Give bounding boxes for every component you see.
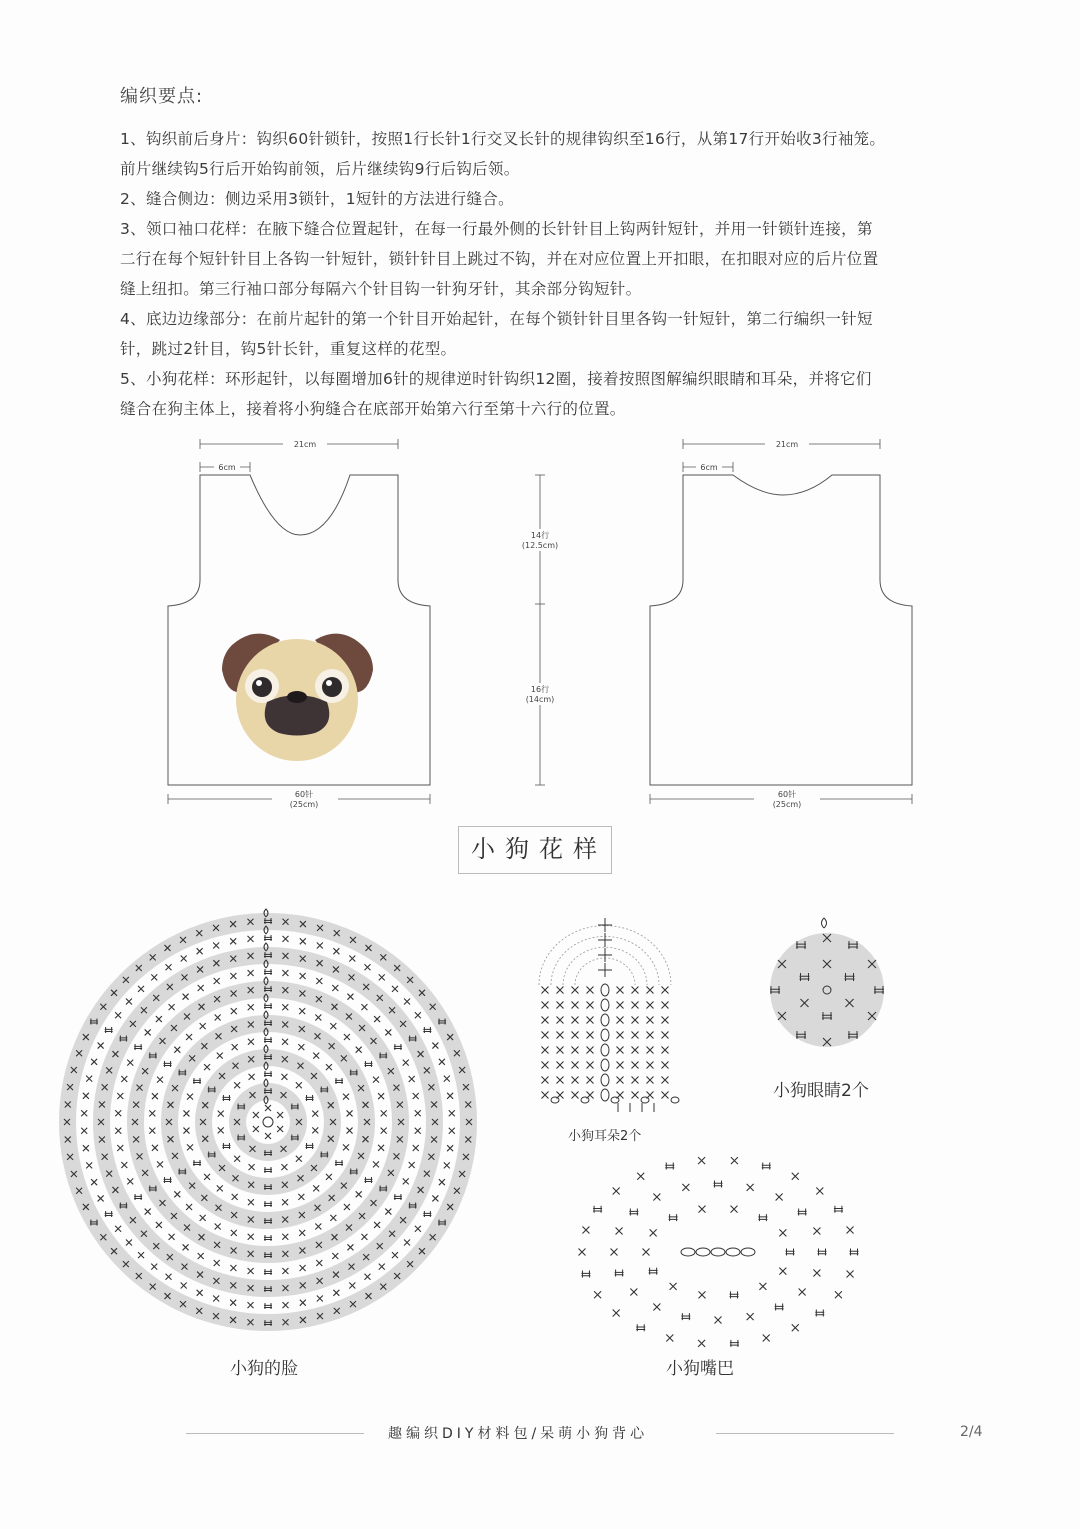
footer-divider-right — [716, 1433, 894, 1434]
single-crochet-symbol — [587, 1077, 594, 1084]
single-crochet-symbol — [572, 1017, 579, 1024]
single-crochet-symbol — [662, 1047, 669, 1054]
single-crochet-symbol — [731, 1157, 738, 1164]
face-caption: 小狗的脸 — [230, 1359, 298, 1379]
chain-stitch-symbol — [601, 984, 609, 996]
single-crochet-symbol — [542, 1047, 549, 1054]
single-crochet-symbol — [653, 1304, 660, 1311]
chain-stitch-symbol — [601, 1029, 609, 1041]
instruction-line: 针，跳过2针目，钩5针长针，重复这样的花型。 — [120, 340, 457, 358]
single-crochet-symbol — [587, 1047, 594, 1054]
single-crochet-symbol — [632, 1047, 639, 1054]
increase-stitch-symbol — [834, 1206, 843, 1213]
single-crochet-symbol — [579, 1249, 586, 1256]
double-crochet-symbol — [598, 963, 612, 977]
single-crochet-symbol — [747, 1313, 754, 1320]
single-crochet-symbol — [662, 987, 669, 994]
upper-rows-label: 14行 — [530, 531, 550, 540]
back-panel-schematic — [650, 475, 912, 785]
double-crochet-symbol — [598, 948, 612, 962]
single-crochet-symbol — [617, 1077, 624, 1084]
increase-stitch-symbol — [762, 1162, 771, 1169]
single-crochet-symbol — [587, 987, 594, 994]
eye-ring — [770, 933, 884, 1047]
single-crochet-symbol — [779, 1268, 786, 1275]
single-crochet-symbol — [542, 1032, 549, 1039]
face-ring — [246, 1100, 290, 1144]
single-crochet-symbol — [747, 1184, 754, 1191]
instruction-line: 1、钩织前后身片：钩织60针锁针，按照1行长针1行交叉长针的规律钩织至16行，从第17行开始收3行袖笼。 — [120, 130, 886, 148]
instruction-line: 缝上纽扣。第三行袖口部分每隔六个针目钩一针狗牙针，其余部分钩短针。 — [120, 280, 642, 298]
eye-crochet-chart — [770, 918, 884, 1047]
single-crochet-symbol — [572, 1077, 579, 1084]
mouth-chain-stitch — [711, 1248, 725, 1256]
single-crochet-symbol — [763, 1335, 770, 1342]
front-cm-label: (25cm) — [289, 800, 319, 809]
increase-stitch-symbol — [615, 1270, 624, 1277]
face-crochet-chart — [59, 909, 477, 1331]
increase-stitch-symbol — [636, 1324, 645, 1331]
increase-stitch-symbol — [818, 1249, 827, 1256]
single-crochet-symbol — [632, 1092, 639, 1099]
single-crochet-symbol — [611, 1249, 618, 1256]
double-crochet-symbol — [598, 933, 612, 947]
single-crochet-symbol — [632, 1032, 639, 1039]
single-crochet-symbol — [647, 1047, 654, 1054]
increase-stitch-symbol — [786, 1249, 795, 1256]
chain-stitch-symbol — [601, 999, 609, 1011]
single-crochet-symbol — [662, 1092, 669, 1099]
single-crochet-symbol — [557, 1062, 564, 1069]
back-shoulder-label: 6cm — [700, 463, 718, 472]
single-crochet-symbol — [587, 1032, 594, 1039]
single-crochet-symbol — [617, 987, 624, 994]
single-crochet-symbol — [813, 1227, 820, 1234]
increase-stitch-symbol — [681, 1313, 690, 1320]
single-crochet-symbol — [835, 1291, 842, 1298]
single-crochet-symbol — [813, 1270, 820, 1277]
increase-stitch-symbol — [730, 1291, 739, 1298]
front-shoulder-label: 6cm — [218, 463, 236, 472]
footer-divider-left — [186, 1433, 364, 1434]
instruction-line: 3、领口袖口花样：在腋下缝合位置起针，在每一行最外侧的长针针目上钩两针短针，并用一针锁针连接，第 — [120, 220, 873, 238]
single-crochet-symbol — [715, 1317, 722, 1324]
single-crochet-symbol — [759, 1283, 766, 1290]
front-stitches-label: 60针 — [294, 790, 314, 799]
pug-face-illustration — [222, 634, 373, 761]
double-crochet-symbol — [598, 918, 612, 932]
single-crochet-symbol — [542, 1077, 549, 1084]
single-crochet-symbol — [650, 1229, 657, 1236]
increase-stitch-symbol — [714, 1181, 723, 1188]
eyes-caption: 小狗眼睛2个 — [773, 1081, 869, 1101]
single-crochet-symbol — [647, 1062, 654, 1069]
mouth-caption: 小狗嘴巴 — [666, 1359, 734, 1379]
row-dimensions — [535, 475, 545, 785]
single-crochet-symbol — [542, 1002, 549, 1009]
single-crochet-symbol — [587, 1002, 594, 1009]
slip-stitch-symbol — [822, 918, 827, 928]
increase-stitch-symbol — [775, 1304, 784, 1311]
chain-stitch-symbol — [601, 1059, 609, 1071]
increase-stitch-symbol — [850, 1249, 859, 1256]
single-crochet-symbol — [617, 1002, 624, 1009]
pattern-title: 小狗花样 — [458, 826, 612, 874]
single-crochet-symbol — [617, 1032, 624, 1039]
upper-cm-label: (12.5cm) — [521, 541, 559, 550]
instruction-line: 前片继续钩5行后开始钩前领，后片继续钩9行后钩后领。 — [120, 160, 520, 178]
single-crochet-symbol — [617, 1062, 624, 1069]
increase-stitch-symbol — [629, 1209, 638, 1216]
increase-stitch-symbol — [730, 1340, 739, 1347]
single-crochet-symbol — [643, 1249, 650, 1256]
single-crochet-symbol — [557, 1032, 564, 1039]
single-crochet-symbol — [557, 1077, 564, 1084]
single-crochet-symbol — [613, 1187, 620, 1194]
footer-title: 趣编织DIY材料包/呆萌小狗背心 — [388, 1426, 649, 1442]
section-heading: 编织要点: — [120, 86, 204, 107]
single-crochet-symbol — [582, 1226, 589, 1233]
single-crochet-symbol — [542, 987, 549, 994]
increase-stitch-symbol — [649, 1268, 658, 1275]
single-crochet-symbol — [632, 1062, 639, 1069]
ear-base-stitch — [611, 1097, 619, 1103]
single-crochet-symbol — [632, 987, 639, 994]
instruction-line: 2、缝合侧边：侧边采用3锁针，1短针的方法进行缝合。 — [120, 190, 514, 208]
instruction-line: 二行在每个短针针目上各钩一针短针，锁针针目上跳过不钩，并在对应位置上开扣眼，在扣眼对应的后片位置 — [120, 250, 879, 268]
ear-crochet-chart — [539, 918, 679, 1112]
single-crochet-symbol — [557, 1002, 564, 1009]
mouth-chain-stitch — [741, 1248, 755, 1256]
instruction-line: 5、小狗花样：环形起针，以每圈增加6针的规律逆时针钩织12圈，接着按照图解编织眼睛和耳朵，并将它们 — [120, 370, 872, 388]
single-crochet-symbol — [647, 987, 654, 994]
single-crochet-symbol — [594, 1291, 601, 1298]
front-width-label: 21cm — [293, 440, 317, 449]
single-crochet-symbol — [542, 1092, 549, 1099]
single-crochet-symbol — [632, 1002, 639, 1009]
single-crochet-symbol — [847, 1271, 854, 1278]
single-crochet-symbol — [816, 1187, 823, 1194]
lower-cm-label: (14cm) — [525, 695, 555, 704]
increase-stitch-symbol — [798, 1209, 807, 1216]
ear-base-stitch — [671, 1097, 679, 1103]
single-crochet-symbol — [647, 1002, 654, 1009]
back-stitches-label: 60针 — [777, 790, 797, 799]
single-crochet-symbol — [776, 1193, 783, 1200]
chain-stitch-symbol — [601, 1014, 609, 1026]
ear-base-stitch — [581, 1097, 589, 1103]
single-crochet-symbol — [662, 1032, 669, 1039]
single-crochet-symbol — [572, 1002, 579, 1009]
single-crochet-symbol — [792, 1173, 799, 1180]
single-crochet-symbol — [666, 1335, 673, 1342]
single-crochet-symbol — [779, 1229, 786, 1236]
instruction-line: 4、底边边缘部分：在前片起针的第一个针目开始起针，在每个锁针针目里各钩一针短针，第二行编织一针短 — [120, 310, 873, 328]
page-number: 2/4 — [960, 1424, 983, 1440]
single-crochet-symbol — [662, 1002, 669, 1009]
single-crochet-symbol — [637, 1173, 644, 1180]
single-crochet-symbol — [682, 1184, 689, 1191]
single-crochet-symbol — [632, 1077, 639, 1084]
chain-stitch-symbol — [601, 1089, 609, 1101]
single-crochet-symbol — [617, 1047, 624, 1054]
single-crochet-symbol — [572, 1062, 579, 1069]
single-crochet-symbol — [632, 1017, 639, 1024]
single-crochet-symbol — [617, 1017, 624, 1024]
back-width-label: 21cm — [775, 440, 799, 449]
single-crochet-symbol — [653, 1193, 660, 1200]
single-crochet-symbol — [662, 1017, 669, 1024]
lower-rows-label: 16行 — [530, 685, 550, 694]
single-crochet-symbol — [587, 1017, 594, 1024]
single-crochet-symbol — [557, 987, 564, 994]
single-crochet-symbol — [792, 1324, 799, 1331]
single-crochet-symbol — [698, 1291, 705, 1298]
single-crochet-symbol — [557, 1017, 564, 1024]
single-crochet-symbol — [542, 1062, 549, 1069]
single-crochet-symbol — [647, 1017, 654, 1024]
ears-caption: 小狗耳朵2个 — [568, 1129, 642, 1144]
ear-base-stitch — [551, 1097, 559, 1103]
single-crochet-symbol — [572, 1032, 579, 1039]
mouth-chain-stitch — [696, 1248, 710, 1256]
mouth-chain-stitch — [726, 1248, 740, 1256]
single-crochet-symbol — [572, 1092, 579, 1099]
single-crochet-symbol — [698, 1157, 705, 1164]
back-cm-label: (25cm) — [772, 800, 802, 809]
increase-stitch-symbol — [581, 1271, 590, 1278]
increase-stitch-symbol — [815, 1310, 824, 1317]
single-crochet-symbol — [572, 1047, 579, 1054]
single-crochet-symbol — [587, 1062, 594, 1069]
single-crochet-symbol — [698, 1340, 705, 1347]
ear-base-stitch — [641, 1097, 649, 1103]
single-crochet-symbol — [847, 1226, 854, 1233]
chain-stitch-symbol — [601, 1044, 609, 1056]
single-crochet-symbol — [799, 1288, 806, 1295]
single-crochet-symbol — [613, 1310, 620, 1317]
mouth-chain-stitch — [681, 1248, 695, 1256]
back-dimensions — [650, 439, 912, 804]
chain-stitch-symbol — [601, 1074, 609, 1086]
increase-stitch-symbol — [758, 1214, 767, 1221]
increase-stitch-symbol — [665, 1162, 674, 1169]
single-crochet-symbol — [698, 1206, 705, 1213]
single-crochet-symbol — [572, 987, 579, 994]
single-crochet-symbol — [670, 1283, 677, 1290]
instruction-line: 缝合在狗主体上，接着将小狗缝合在底部开始第六行至第十六行的位置。 — [120, 400, 626, 418]
increase-stitch-symbol — [593, 1206, 602, 1213]
single-crochet-symbol — [542, 1017, 549, 1024]
increase-stitch-symbol — [669, 1214, 678, 1221]
mouth-crochet-chart — [579, 1157, 859, 1347]
single-crochet-symbol — [630, 1288, 637, 1295]
single-crochet-symbol — [731, 1206, 738, 1213]
single-crochet-symbol — [662, 1077, 669, 1084]
single-crochet-symbol — [647, 1032, 654, 1039]
single-crochet-symbol — [647, 1077, 654, 1084]
single-crochet-symbol — [662, 1062, 669, 1069]
single-crochet-symbol — [557, 1047, 564, 1054]
single-crochet-symbol — [616, 1227, 623, 1234]
